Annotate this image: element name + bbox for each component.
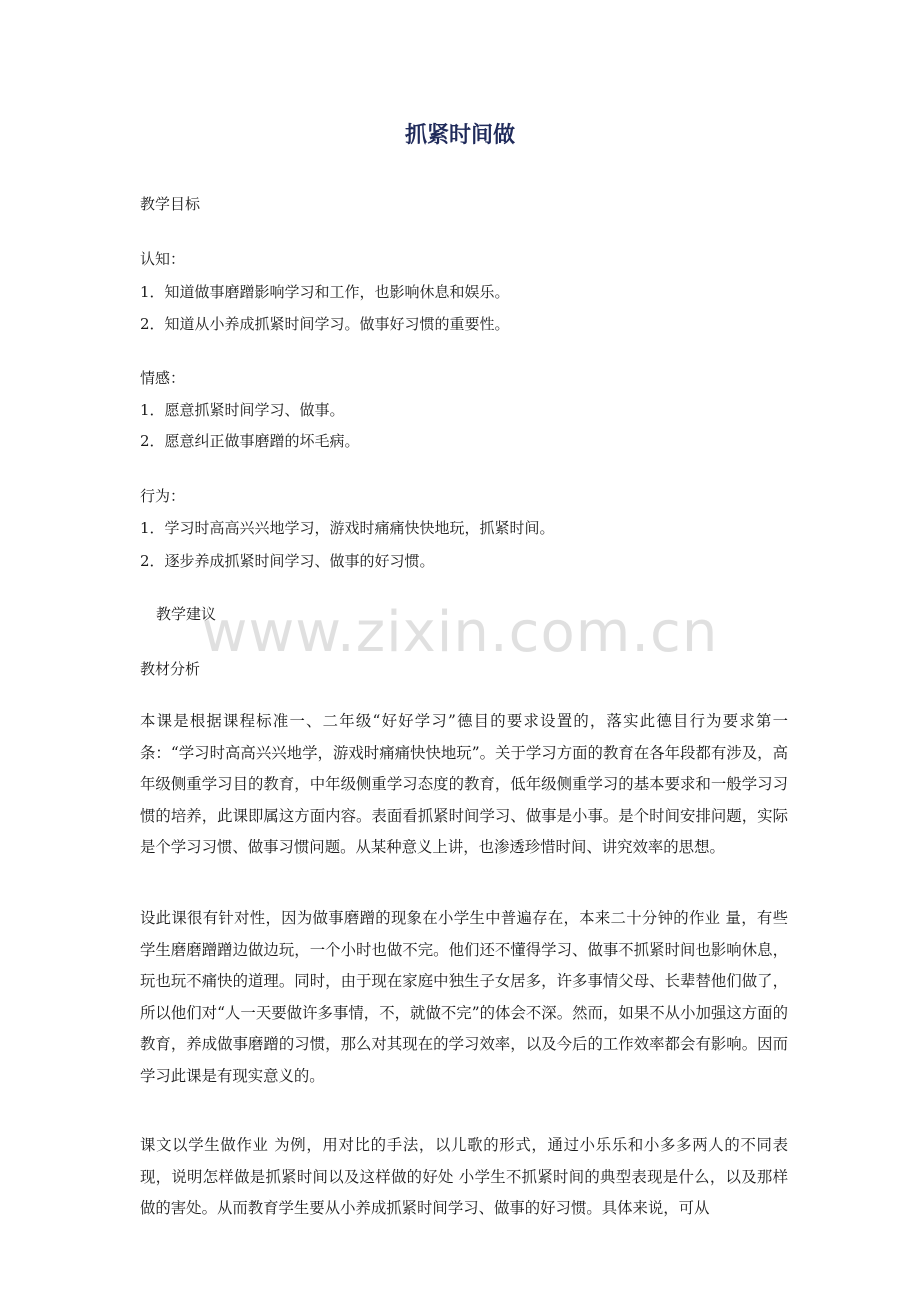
- section-heading-emotion: 情感：: [140, 369, 186, 387]
- body-paragraph: 课文以学生做作业 为例，用对比的手法，以儿歌的形式，通过小乐乐和小多多两人的不同表现，说明怎样做是抓紧时间以及这样做的好处 小学生不抓紧时间的典型表现是什么，以及那样做的害处。从而教育学生要从小养成抓紧时间学习、做事的好习惯。具体来说，可从: [140, 1136, 788, 1217]
- section-heading-analysis: 教材分析: [140, 660, 201, 678]
- document-title: 抓紧时间做: [404, 123, 515, 148]
- section-heading-goals: 教学目标: [140, 195, 201, 213]
- section-heading-cognition: 认知：: [140, 250, 186, 268]
- watermark: www.zixin.com.cn: [201, 600, 719, 665]
- section-heading-behavior: 行为：: [140, 487, 186, 505]
- list-item: 1．知道做事磨蹭影响学习和工作，也影响休息和娱乐。: [140, 283, 510, 301]
- list-item: 2．愿意纠正做事磨蹭的坏毛病。: [140, 432, 360, 450]
- list-item: 2．知道从小养成抓紧时间学习。做事好习惯的重要性。: [140, 315, 510, 333]
- body-paragraph: 设此课很有针对性，因为做事磨蹭的现象在小学生中普遍存在，本来二十分钟的作业 量，有些学生磨磨蹭蹭边做边玩，一个小时也做不完。他们还不懂得学习、做事不抓紧时间也影响休息，玩也玩不痛快的道理。同时，由于现在家庭中独生子女居多，许多事情父母、长辈替他们做了，所以他们对“人一天要做许多事情，不，就做不完”的体会不深。然而，如果不从小加强这方面的教育，养成做事磨蹭的习惯，那么对其现在的学习效率，以及今后的工作效率都会有影响。因而学习此课是有现实意义的。: [140, 909, 788, 1085]
- list-item: 1．学习时高高兴兴地学习，游戏时痛痛快快地玩，抓紧时间。: [140, 519, 555, 537]
- section-heading-suggestions: 教学建议: [156, 605, 217, 623]
- body-paragraph: 本课是根据课程标准一、二年级“好好学习”德目的要求设置的，落实此德目行为要求第一条：“学习时高高兴兴地学，游戏时痛痛快快地玩”。关于学习方面的教育在各年段都有涉及，高年级侧重学习目的教育，中年级侧重学习态度的教育，低年级侧重学习的基本要求和一般学习习惯的培养，此课即属这方面内容。表面看抓紧时间学习、做事是小事。是个时间安排问题，实际是个学习习惯、做事习惯问题。从某种意义上讲，也渗透珍惜时间、讲究效率的思想。: [140, 712, 788, 856]
- list-item: 2．逐步养成抓紧时间学习、做事的好习惯。: [140, 552, 435, 570]
- list-item: 1．愿意抓紧时间学习、做事。: [140, 401, 345, 419]
